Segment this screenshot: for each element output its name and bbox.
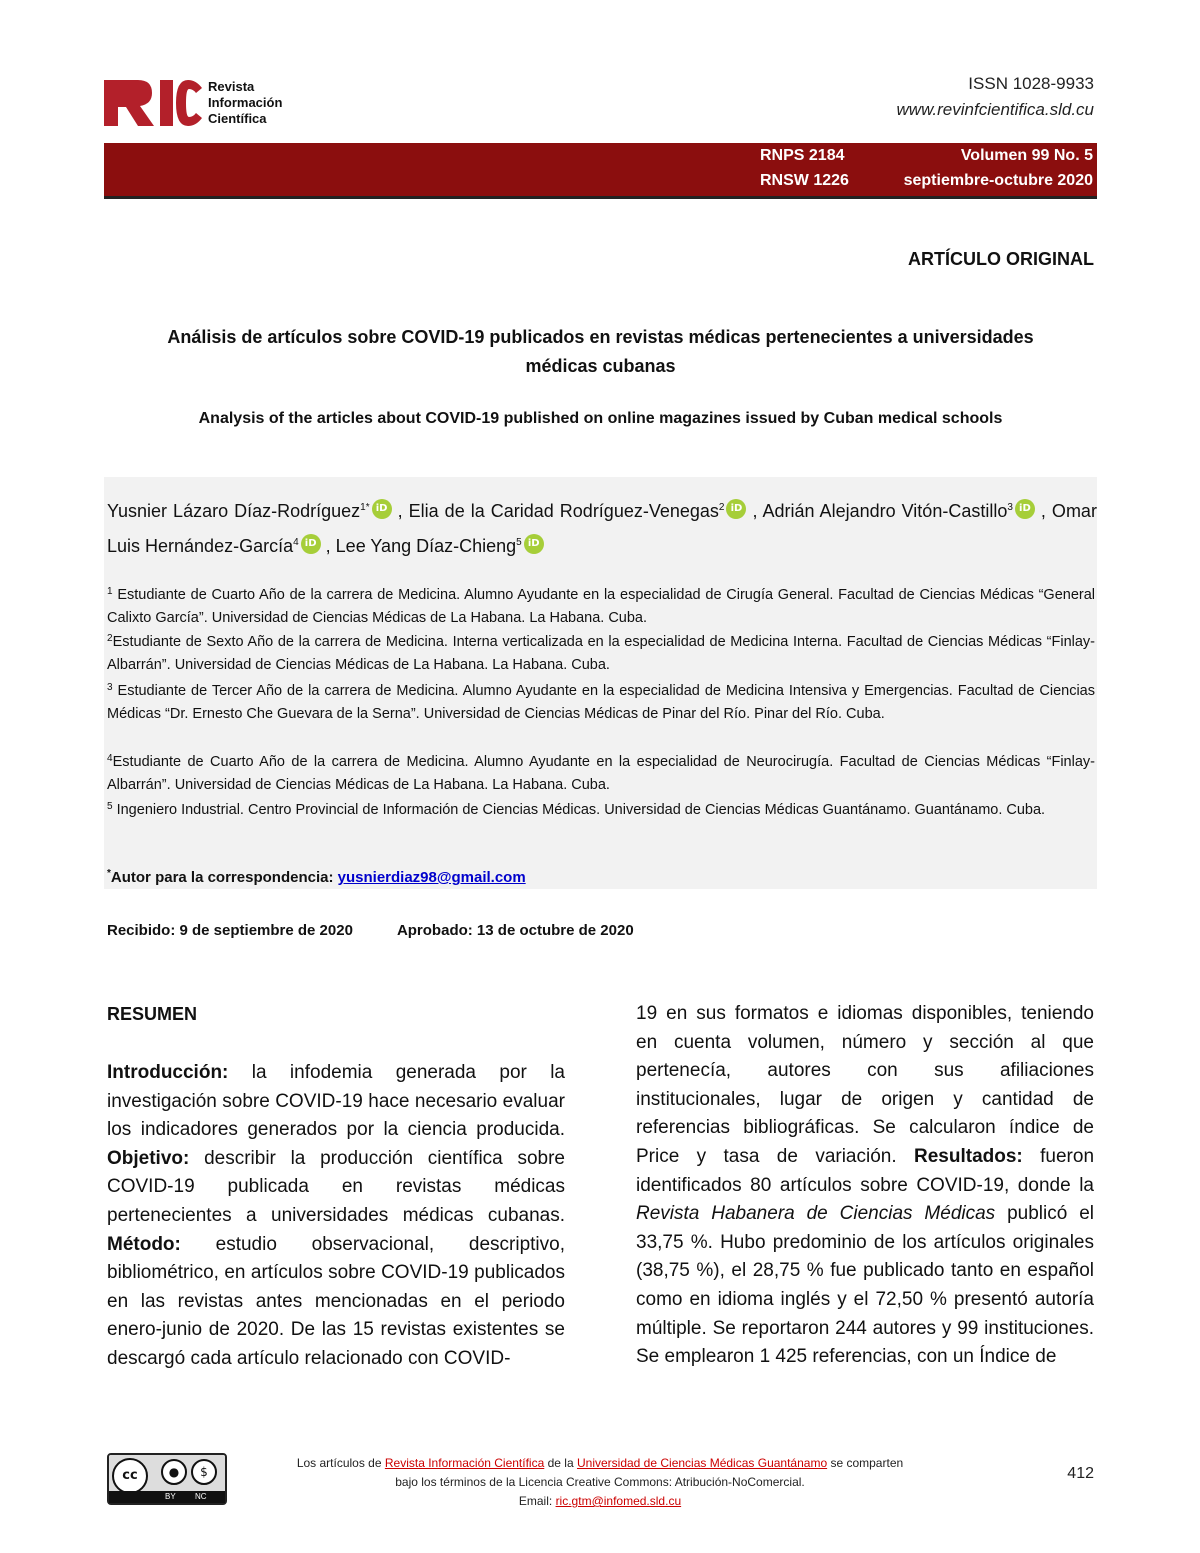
journal-link[interactable]: Revista Información Científica xyxy=(384,1456,545,1470)
cc-badge-top xyxy=(109,1455,225,1491)
title-spanish-line-2: médicas cubanas xyxy=(525,356,676,376)
correspondence-email-link[interactable]: yusnierdiaz98@gmail.com xyxy=(337,869,526,886)
logo-line-3: Científica xyxy=(208,111,267,126)
license-line-1 xyxy=(230,1454,970,1473)
logo-line-1: Revista xyxy=(208,79,255,94)
page-number: 412 xyxy=(1067,1465,1094,1482)
correspondence-label: Autor para la correspondencia: xyxy=(110,869,338,886)
university-link[interactable]: Universidad de Ciencias Médicas Guantánamo xyxy=(576,1456,828,1470)
affiliation-3 xyxy=(107,676,1095,726)
period: septiembre-octubre 2020 xyxy=(903,172,1093,189)
orcid-icon[interactable]: iD xyxy=(524,534,544,554)
license-text: Los artículos de xyxy=(296,1456,385,1470)
issn: ISSN 1028-9933 xyxy=(968,74,1094,93)
approved-date: Aprobado: 13 de octubre de 2020 xyxy=(396,922,634,939)
author-1-sup: 1* xyxy=(360,502,370,513)
objective-text: describir la producción científica sobre COVID-19 publicada en revistas médicas pertenecientes a universidades médicas cubanas. xyxy=(107,1147,565,1226)
affiliation-2 xyxy=(107,627,1095,677)
volume: Volumen 99 No. 5 xyxy=(960,147,1093,164)
orcid-icon[interactable]: iD xyxy=(1015,499,1035,519)
method-text-continued: 19 en sus formatos e idiomas disponibles, teniendo en cuenta volumen, número y sección al que pertenecía, autores con sus afiliaciones institucionales, lugar de origen y cantidad de referencias bibliográficas. Se calcularon índice de Price y tasa de variación. xyxy=(636,1003,1094,1167)
author-3-sup: 3 xyxy=(1007,502,1013,513)
title-english: Analysis of the articles about COVID-19 published on online magazines issued by Cuban medical schools xyxy=(198,410,1003,427)
journal-banner xyxy=(104,143,1097,199)
author-3: , Adrián Alejandro Vitón-Castillo xyxy=(752,501,1008,521)
article-type: ARTÍCULO ORIGINAL xyxy=(908,249,1094,269)
cc-badge-bar xyxy=(109,1491,225,1503)
results-text-continued: publicó el 33,75 %. Hubo predominio de los artículos originales (38,75 %), el 28,75 % fue publicado tanto en español como en idioma inglés y el 72,50 % presentó autoría múltiple. Se reportaron 244 autores y 99 instituciones. Se emplearon 1 425 referencias, con un Índice de xyxy=(636,1203,1094,1368)
results-text: fueron identificados 80 artículos sobre COVID-19, donde la xyxy=(636,1145,1095,1196)
rnsw: RNSW 1226 xyxy=(760,172,849,189)
orcid-icon[interactable]: iD xyxy=(372,499,392,519)
title-spanish xyxy=(104,323,1097,381)
received-date: Recibido: 9 de septiembre de 2020 xyxy=(107,922,353,939)
ric-logo-icon xyxy=(104,80,202,126)
affiliation-number: 2 xyxy=(107,633,113,644)
affiliation-4 xyxy=(107,747,1095,797)
affiliation-1 xyxy=(107,580,1095,630)
author-1: Yusnier Lázaro Díaz-Rodríguez xyxy=(107,501,361,521)
title-spanish-line-1: Análisis de artículos sobre COVID-19 publicados en revistas médicas pertenecientes a universidades xyxy=(167,327,1034,347)
results-label: Resultados: xyxy=(914,1145,1023,1167)
journal-name-italic: Revista Habanera de Ciencias Médicas xyxy=(636,1203,996,1225)
method-text: estudio observacional, descriptivo, bibliométrico, en artículos sobre COVID-19 publicados en las revistas antes mencionadas en el periodo enero-junio de 2020. De las 15 revistas existentes se descargó cada artículo relacionado con COVID- xyxy=(107,1233,565,1369)
author-2: , Elia de la Caridad Rodríguez-Venegas xyxy=(397,501,719,521)
cc-nc-label: NC xyxy=(195,1492,207,1501)
journal-logo xyxy=(104,74,304,130)
no-dollar-icon: $ xyxy=(191,1459,217,1485)
license-line-2: bajo los términos de la Licencia Creative Commons: Atribución-NoComercial. xyxy=(395,1475,805,1489)
objective-label: Objetivo: xyxy=(107,1147,190,1169)
intro-label: Introducción: xyxy=(107,1062,229,1083)
affiliation-number: 1 xyxy=(107,586,113,597)
orcid-icon[interactable]: iD xyxy=(726,499,746,519)
affiliation-text: Ingeniero Industrial. Centro Provincial de Información de Ciencias Médicas. Universidad de Ciencias Médicas Guantánamo. Guantánamo. Cuba. xyxy=(116,802,1046,818)
rnps: RNPS 2184 xyxy=(760,147,845,164)
abstract-heading: RESUMEN xyxy=(107,1004,198,1024)
affiliation-number: 5 xyxy=(107,801,113,812)
license-line-3 xyxy=(230,1492,970,1511)
affiliation-number: 3 xyxy=(107,682,113,693)
affiliation-text: Estudiante de Sexto Año de la carrera de Medicina. Interna verticalizada en la especialidad de Medicina Interna. Facultad de Ciencias Médicas “Finlay-Albarrán”. Universidad de Ciencias Médicas de La Habana. La Habana. Cuba. xyxy=(107,634,1095,673)
person-icon: ● xyxy=(161,1459,187,1485)
journal-email-link[interactable]: ric.gtm@infomed.sld.cu xyxy=(555,1494,682,1508)
logo-line-2: Información xyxy=(208,95,283,110)
correspondence xyxy=(107,868,526,886)
intro-text: la infodemia generada por la investigación sobre COVID-19 hace necesario evaluar los indicadores generados por la ciencia producida. xyxy=(107,1062,565,1141)
abstract-right-column xyxy=(636,1000,1094,1372)
author-5: , Lee Yang Díaz-Chieng xyxy=(325,536,517,556)
license-notice xyxy=(230,1454,970,1511)
creative-commons-badge[interactable] xyxy=(107,1453,227,1505)
license-text: de la xyxy=(544,1456,577,1470)
author-list xyxy=(107,492,1097,562)
cc-logo-icon: cc xyxy=(112,1458,148,1494)
affiliation-text: Estudiante de Tercer Año de la carrera de Medicina. Alumno Ayudante en la especialidad de Medicina Intensiva y Emergencias. Facultad de Ciencias Médicas “Dr. Ernesto Che Guevara de la Serna”. Universidad de Ciencias Médicas de Pinar del Río. Pinar del Río. Cuba. xyxy=(107,683,1096,722)
journal-website[interactable]: www.revinfcientifica.sld.cu xyxy=(896,100,1094,119)
license-text: se comparten xyxy=(827,1456,904,1470)
author-4: , Omar Luis Hernández-García xyxy=(107,501,1097,556)
affiliation-text: Estudiante de Cuarto Año de la carrera de Medicina. Alumno Ayudante en la especialidad de Cirugía General. Facultad de Ciencias Médicas “General Calixto García”. Universidad de Ciencias Médicas de La Habana. La Habana. Cuba. xyxy=(107,587,1096,626)
author-2-sup: 2 xyxy=(718,502,725,513)
article-dates xyxy=(107,922,634,939)
affiliation-5 xyxy=(107,795,1095,822)
affiliation-text: Estudiante de Cuarto Año de la carrera de Medicina. Alumno Ayudante en la especialidad de Neurocirugía. Facultad de Ciencias Médicas “Finlay-Albarrán”. Universidad de Ciencias Médicas de La Habana. La Habana. Cuba. xyxy=(107,754,1095,793)
cc-by-label: BY xyxy=(165,1492,176,1501)
author-5-sup: 5 xyxy=(516,537,522,548)
orcid-icon[interactable]: iD xyxy=(301,534,321,554)
affiliation-number: 4 xyxy=(107,753,113,764)
logo-text xyxy=(208,79,282,127)
email-label: Email: xyxy=(518,1494,556,1508)
author-4-sup: 4 xyxy=(293,537,299,548)
abstract-left-column xyxy=(107,1059,565,1374)
method-label: Método: xyxy=(107,1233,181,1255)
correspondence-star: * xyxy=(107,868,111,879)
